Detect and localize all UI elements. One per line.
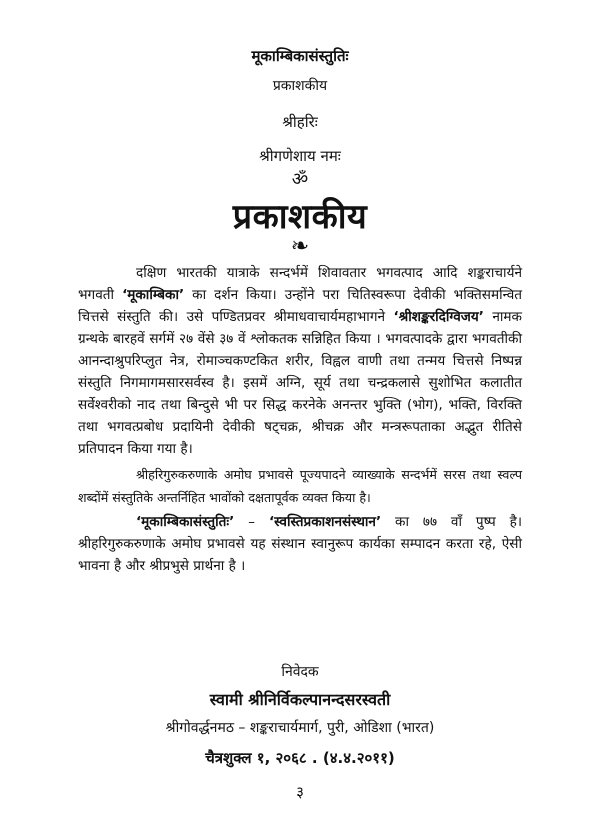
section-heading: प्रकाशकीय [272,78,328,94]
signature-place: श्रीगोवर्द्धनमठ – शङ्कराचार्यमार्ग, पुरी, ओडिशा (भारत) [165,720,435,736]
p1-text-b: का दर्शन किया। उन्होंने परा चितिस्वरूपा देवीकी भक्तिसमन्वित चित्तसे संस्तुति की। उसे पण्डितप्रवर श्रीमाधवाचार्यमहाभागने [78,287,523,325]
p3-quote-title: ‘मूकाम्बिकासंस्तुतिः’ [136,514,235,530]
invocation-hari: श्रीहरिः [282,113,318,131]
page-number: ३ [296,783,304,801]
p3-quote-publisher: ‘स्वस्तिप्रकाशनसंस्थान’ [268,514,382,530]
ornament-icon: ❧ [290,234,310,259]
p1-text-a: दक्षिण भारतकी यात्राके सन्दर्भमें शिवावतार भगवत्पाद आदि शङ्कराचार्यने भगवती [78,265,522,303]
signature-label: निवेदक [281,664,319,680]
signature-date: चैत्रशुक्ल १, २०६८ . (४.४.२०११) [205,749,395,767]
p3-dash: – [234,514,269,530]
p3-text: का ७७ वाँ पुष्प है। श्रीहरिगुरुकरुणाके अमोघ प्रभावसे यह संस्थान स्वानुरूप कार्यका सम्पादन करता रहे, ऐसी भावना है और श्रीप्रभुसे प्रार्थना है । [78,514,522,574]
om-icon: ॐ [291,169,309,190]
page-title: प्रकाशकीय [232,197,368,237]
p1-quote-mookambika: ‘मूकाम्बिका’ [122,287,185,303]
paragraph-3 [78,511,522,577]
invocation-ganesha: श्रीगणेशाय नमः [259,147,341,165]
signature-name: स्वामी श्रीनिर्विकल्पानन्दसरस्वती [209,690,391,709]
paragraph-2: श्रीहरिगुरुकरुणाके अमोघ प्रभावसे पूज्यपादने व्याख्याके सन्दर्भमें सरस तथा स्वल्प शब्दोंमें संस्तुतिके अन्तर्निहित भावोंको दक्षतापूर्वक व्यक्त किया है। [78,467,522,505]
p1-quote-digvijay: ‘श्रीशङ्करदिग्विजय’ [393,309,484,325]
p1-text-c: नामक ग्रन्थके बारहवें सर्गमें २७ वेंसे ३७ वें श्लोकतक सन्निहित किया । भगवत्पादके द्वारा भगवतीकी आनन्दाश्रुपरिप्लुत नेत्र, रोमाञ्चकण्टकित शरीर, विह्वल वाणी तथा तन्मय चित्तसे निष्पन्न संस्तुति निगमागमसारसर्वस्व है। इसमें अग्नि, सूर्य तथा चन्द्रकलासे सुशोभित कलातीत सर्वेश्वरीको नाद तथा बिन्दुसे भी पर सिद्ध करनेके अनन्तर भुक्ति (भोग), भक्ति, विरक्ति तथा भगवत्प्रबोध प्रदायिनी देवीकी षट्चक्र, श्रीचक्र और मन्त्ररूपताका अद्भुत रीतिसे प्रतिपादन किया गया है। [78,309,522,457]
body-text [78,262,522,577]
paragraph-1 [78,262,522,460]
running-title: मूकाम्बिकासंस्तुतिः [251,47,349,65]
